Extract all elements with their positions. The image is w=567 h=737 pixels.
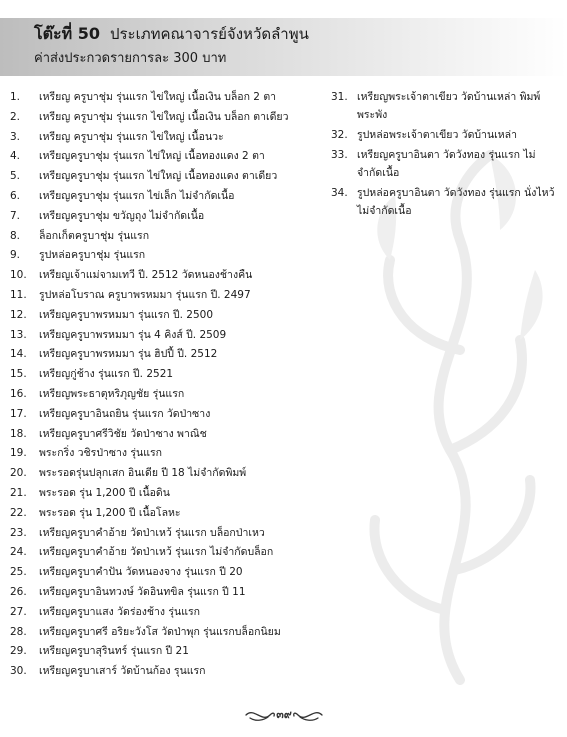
item-text: รูปหล่อครูบาอินตา วัดวังทอง รุ่นแรก นั่งไหว้ ไม่จำกัดเนื้อ [357,187,555,217]
list-item [10,543,330,563]
item-text: ล็อกเก็ตครูบาชุ่ม รุ่นแรก [39,229,150,242]
item-text: เหรียญครูบาคำอ้าย วัดป่าเหว้ รุ่นแรก บล็อกป่าเหว [39,526,265,539]
item-number: 26. [10,585,27,598]
item-number: 2. [10,110,21,123]
item-text: เหรียญพระเจ้าตาเขียว วัดบ้านเหล่า พิมพ์พระพัง [357,91,541,121]
item-number: 17. [10,407,27,420]
list-item [10,484,330,504]
item-text: เหรียญพระธาตุหริภุญชัย รุ่นแรก [39,387,185,400]
item-number: 21. [10,486,27,499]
item-list-right [331,88,556,222]
list-item [10,662,330,682]
item-text: เหรียญครูบาชุ่ม รุ่นแรก ไข่ใหญ่ เนื้อทองแดง ตาเดียว [39,170,278,183]
list-item [10,306,330,326]
item-number: 6. [10,189,21,202]
item-number: 1. [10,91,21,103]
list-item [10,326,330,346]
item-text: รูปหล่อพระเจ้าตาเขียว วัดบ้านเหล่า [357,129,517,141]
item-number: 15. [10,368,27,381]
list-item [10,246,330,266]
item-text: เหรียญครูบาชุ่ม รุ่นแรก ไข่เล็ก ไม่จำกัดเนื้อ [39,189,235,202]
category-title: ประเภทคณาจารย์จังหวัดลำพูน [109,25,309,43]
list-item [10,167,330,187]
list-item [10,642,330,662]
entry-fee-subtitle: ค่าส่งประกวดรายการละ 300 บาท [34,51,227,66]
item-number: 19. [10,447,27,460]
list-item [10,623,330,643]
list-item [10,147,330,167]
list-item [331,184,556,220]
item-text: เหรียญครูบาอินถยิน รุ่นแรก วัดป่าซาง [39,407,211,420]
item-text: เหรียญครูบาชุ่ม รุ่นแรก ไข่ใหญ่ เนื้อทองแดง 2 ตา [39,150,265,163]
item-text: เหรียญเจ้าแม่จามเทวี ปี. 2512 วัดหนองช้างคืน [39,269,253,282]
item-text: รูปหล่อโบราณ ครูบาพรหมมา รุ่นแรก ปี. 2497 [39,288,251,301]
item-number: 18. [10,427,27,440]
item-text: เหรียญ ครูบาชุ่ม รุ่นแรก ไข่ใหญ่ เนื้อนวะ [39,130,224,143]
item-text: เหรียญครูบาพรหมมา รุ่นแรก ปี. 2500 [39,308,214,321]
list-item [10,444,330,464]
item-number: 13. [10,328,27,341]
list-item [331,126,556,144]
item-text: รูปหล่อครูบาชุ่ม รุ่นแรก [39,249,146,262]
list-item [10,405,330,425]
item-text: เหรียญครูบาพรหมมา รุ่น ฮิปปี้ ปี. 2512 [39,348,218,361]
item-text: เหรียญครูบาศรีวิชัย วัดป่าซาง พาณิช [39,427,207,440]
item-text: เหรียญกู่ช้าง รุ่นแรก ปี. 2521 [39,368,174,381]
page-title [34,24,309,44]
item-number: 24. [10,546,27,559]
item-number: 33. [331,149,348,161]
item-text: เหรียญครูบาชุ่ม ขวัญถุง ไม่จำกัดเนื้อ [39,209,205,222]
item-text: เหรียญครูบาเสาร์ วัดบ้านก้อง รุนแรก [39,665,206,678]
item-number: 25. [10,566,27,579]
item-text: เหรียญครูบาศรี อริยะวังโส วัดป่าพุก รุ่นแรกบล็อกนิยม [39,625,281,638]
list-item [10,345,330,365]
item-number: 22. [10,506,27,519]
item-text: เหรียญครูบาคำอ้าย วัดป่าเหว้ รุ่นแรก ไม่จำกัดบล็อก [39,546,274,559]
page-number: ๓๙ [276,708,292,721]
list-item [10,385,330,405]
floral-ornament-watermark [350,150,550,690]
item-number: 16. [10,387,27,400]
list-item [10,108,330,128]
item-text: เหรียญครูบาอินทวงษ์ วัดอินทขิล รุ่นแรก ปี 11 [39,585,246,598]
item-number: 7. [10,209,21,222]
item-number: 30. [10,665,27,678]
item-number: 34. [331,187,348,199]
list-item [10,583,330,603]
item-text: เหรียญครูบาแสง วัดร่องช้าง รุ่นแรก [39,605,200,618]
item-number: 9. [10,249,21,262]
item-number: 28. [10,625,27,638]
item-number: 27. [10,605,27,618]
list-item [10,365,330,385]
item-number: 10. [10,269,27,282]
list-item [10,286,330,306]
list-item [10,266,330,286]
item-number: 5. [10,170,21,183]
item-number: 14. [10,348,27,361]
item-text: พระรอดรุ่นปลุกเสก อินเดีย ปี 18 ไม่จำกัดพิมพ์ [39,467,247,480]
item-number: 8. [10,229,21,242]
item-number: 11. [10,288,27,301]
table-number: โต๊ะที่ 50 [34,24,100,43]
item-number: 12. [10,308,27,321]
page-footer [244,704,324,726]
item-number: 20. [10,467,27,480]
item-number: 31. [331,91,348,103]
item-number: 4. [10,150,21,163]
item-text: พระกริ่ง วชิรป่าซาง รุ่นแรก [39,447,162,460]
list-item [10,207,330,227]
item-list-left [10,88,330,682]
list-item [10,603,330,623]
item-number: 3. [10,130,21,143]
item-text: เหรียญครูบาพรหมมา รุ่น 4 คิงส์ ปี. 2509 [39,328,227,341]
list-item [10,187,330,207]
list-item [10,425,330,445]
list-item [10,227,330,247]
item-number: 29. [10,645,27,658]
item-text: เหรียญครูบาคำปัน วัดหนองจาง รุ่นแรก ปี 20 [39,566,243,579]
list-item [10,88,330,108]
item-text: เหรียญครูบาสุรินทร์ รุ่นแรก ปี 21 [39,645,189,658]
item-text: เหรียญ ครูบาชุ่ม รุ่นแรก ไข่ใหญ่ เนื้อเงิน บล็อก ตาเดียว [39,110,289,123]
item-number: 23. [10,526,27,539]
list-item [10,504,330,524]
item-number: 32. [331,129,348,141]
item-text: พระรอด รุ่น 1,200 ปี เนื้อโลหะ [39,506,181,519]
list-item [10,128,330,148]
list-item [10,464,330,484]
list-item [10,563,330,583]
item-text: เหรียญครูบาอินตา วัดวังทอง รุ่นแรก ไม่จำกัดเนื้อ [357,149,536,179]
item-text: เหรียญ ครูบาชุ่ม รุ่นแรก ไข่ใหญ่ เนื้อเงิน บล็อก 2 ตา [39,91,277,103]
item-text: พระรอด รุ่น 1,200 ปี เนื้อดิน [39,486,170,499]
list-item [331,146,556,182]
list-item [331,88,556,124]
list-item [10,524,330,544]
